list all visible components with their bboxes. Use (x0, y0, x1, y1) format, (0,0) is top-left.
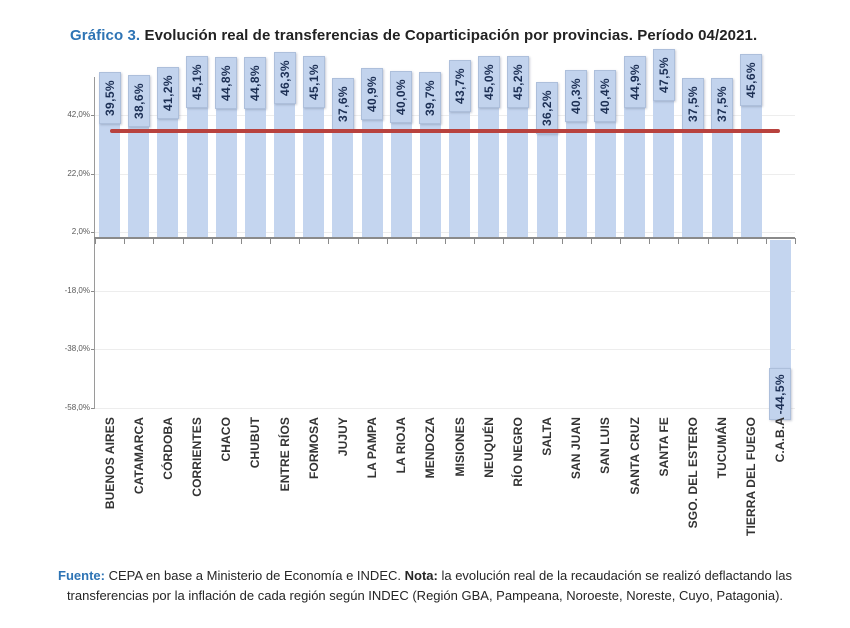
category-label-text: SAN LUIS (598, 417, 613, 474)
y-axis-label: 42,0% (67, 109, 90, 119)
x-axis-tick (678, 238, 679, 244)
x-axis-tick (299, 238, 300, 244)
bar-value-label (361, 68, 383, 120)
x-axis-tick (445, 238, 446, 244)
category-label-text: NEUQUÉN (481, 417, 496, 478)
bar-value-text: 39,7% (423, 79, 438, 116)
category-label (533, 417, 562, 567)
y-axis-label: 22,0% (67, 168, 90, 178)
category-label (445, 417, 474, 567)
category-label (183, 417, 212, 567)
bar (682, 128, 703, 238)
category-label (328, 417, 357, 567)
category-label-text: RÍO NEGRO (510, 417, 525, 487)
category-label-text: CORRIENTES (190, 417, 205, 497)
bar (99, 122, 120, 238)
bar (624, 106, 645, 238)
bar-value-text: 37,5% (685, 86, 700, 123)
x-axis-tick (620, 238, 621, 244)
bar (595, 120, 616, 238)
category-label-text: CHUBUT (248, 417, 263, 469)
category-label (299, 417, 328, 567)
bar-value-label (478, 56, 500, 108)
bar-value-text: 40,0% (394, 78, 409, 115)
bar-value-label (740, 54, 762, 106)
bar (303, 106, 324, 238)
gridline (95, 349, 795, 350)
x-axis-tick (533, 238, 534, 244)
bar-value-text: 44,8% (248, 64, 263, 101)
bar-value-label (536, 82, 558, 134)
category-label (503, 417, 532, 567)
x-axis-tick (649, 238, 650, 244)
category-label-text: FORMOSA (306, 417, 321, 480)
category-label (678, 417, 707, 567)
bar (362, 118, 383, 238)
category-label-text: MISIONES (452, 417, 467, 477)
bar (157, 117, 178, 238)
category-label-text: LA RIOJA (394, 417, 409, 474)
bar (653, 99, 674, 238)
x-axis-tick (795, 238, 796, 244)
bar-value-label (419, 72, 441, 124)
x-axis-tick (387, 238, 388, 244)
bar-value-label (653, 49, 675, 101)
bar-value-label (215, 57, 237, 109)
category-label (241, 417, 270, 567)
category-label-text: MENDOZA (423, 417, 438, 479)
category-label (387, 417, 416, 567)
bar-value-text: 43,7% (452, 67, 467, 104)
category-label-text: CATAMARCA (131, 417, 146, 495)
x-axis-tick (474, 238, 475, 244)
x-axis-tick (95, 238, 96, 244)
category-label (358, 417, 387, 567)
category-label (474, 417, 503, 567)
bar-value-text: 45,1% (306, 63, 321, 100)
x-axis-tick (241, 238, 242, 244)
bar-value-text: 40,4% (598, 77, 613, 114)
chart-footnote (18, 566, 832, 605)
note-text: la evolución real de la recaudación se realizó deflactando las transferencias por la inflación de cada región según INDEC (Región GBA, Pampeana, Noroeste, Noreste, Cuyo, Patagonia). (66, 568, 792, 603)
reference-line (110, 129, 781, 133)
y-axis-label: 2,0% (71, 227, 90, 237)
bar (478, 106, 499, 238)
bar-value-label (449, 60, 471, 112)
category-label-text: SANTA CRUZ (627, 417, 642, 495)
bar-value-text: 40,3% (569, 77, 584, 114)
bar-value-label (682, 78, 704, 130)
bar (245, 107, 266, 238)
bar (507, 106, 528, 238)
category-label-text: SGO. DEL ESTERO (685, 417, 700, 529)
bar (712, 128, 733, 238)
source-label: Fuente: (58, 568, 105, 583)
source-text: CEPA en base a Ministerio de Economía e INDEC. (108, 568, 401, 583)
bar-value-label (303, 56, 325, 108)
chart-title-prefix: Gráfico 3. (70, 27, 141, 44)
bar-value-label (507, 56, 529, 108)
bar-value-text: 44,8% (219, 64, 234, 101)
bar-value-text: 45,1% (190, 63, 205, 100)
bar-value-label (769, 368, 791, 420)
category-label-text: C.A.B.A (773, 417, 788, 463)
category-label-text: BUENOS AIRES (102, 417, 117, 510)
gridline (95, 291, 795, 292)
bar (770, 240, 791, 368)
bar-value-text: -44,5% (773, 374, 788, 415)
category-label (416, 417, 445, 567)
category-label (124, 417, 153, 567)
bar (420, 122, 441, 238)
category-label (649, 417, 678, 567)
bar-value-label (390, 71, 412, 123)
category-label-text: JUJUY (335, 417, 350, 457)
category-label-text: SAN JUAN (569, 417, 584, 480)
bar (216, 107, 237, 238)
bar (332, 128, 353, 238)
bar-value-label (244, 57, 266, 109)
bar (274, 102, 295, 238)
bar-value-text: 37,6% (335, 85, 350, 122)
x-axis-tick (416, 238, 417, 244)
bar-value-text: 45,6% (744, 62, 759, 99)
bar (187, 106, 208, 238)
x-axis-tick (591, 238, 592, 244)
bar-value-label (128, 75, 150, 127)
bar-value-text: 38,6% (131, 82, 146, 119)
category-label-text: TIERRA DEL FUEGO (744, 417, 759, 536)
bar-value-label (565, 70, 587, 122)
gridline (95, 408, 795, 409)
bar-value-text: 37,5% (715, 86, 730, 123)
bar-value-text: 46,3% (277, 60, 292, 97)
bar-value-text: 45,0% (481, 64, 496, 101)
bar-value-text: 36,2% (540, 89, 555, 126)
x-axis-tick (358, 238, 359, 244)
bar (128, 125, 149, 238)
x-axis-tick (766, 238, 767, 244)
bar-value-text: 47,5% (656, 56, 671, 93)
category-label (737, 417, 766, 567)
bar-value-label (99, 72, 121, 124)
x-axis-tick (737, 238, 738, 244)
x-axis-tick (124, 238, 125, 244)
category-label-text: CÓRDOBA (160, 417, 175, 480)
note-label: Nota: (404, 568, 438, 583)
category-label-text: SALTA (540, 417, 555, 456)
x-axis-tick (183, 238, 184, 244)
category-label (591, 417, 620, 567)
bar-value-label (711, 78, 733, 130)
bar (537, 132, 558, 238)
category-label (620, 417, 649, 567)
x-axis-tick (153, 238, 154, 244)
x-axis-tick (270, 238, 271, 244)
category-label (708, 417, 737, 567)
x-axis-tick (562, 238, 563, 244)
category-label (95, 417, 124, 567)
category-label (562, 417, 591, 567)
category-label-text: LA PAMPA (365, 417, 380, 479)
bar-value-text: 45,2% (510, 63, 525, 100)
y-axis-label: -38,0% (64, 344, 90, 354)
bar-value-label (624, 56, 646, 108)
y-axis-label: -18,0% (64, 285, 90, 295)
bar-value-label (332, 78, 354, 130)
bar (391, 121, 412, 238)
category-label-text: TUCUMÁN (715, 417, 730, 479)
bar-value-text: 40,9% (365, 76, 380, 113)
category-label-text: ENTRE RÍOS (277, 417, 292, 492)
category-label (766, 417, 795, 567)
chart-title-text: Evolución real de transferencias de Coparticipación por provincias. Período 04/2021. (144, 27, 758, 44)
bar (566, 120, 587, 238)
category-label (212, 417, 241, 567)
bar (741, 104, 762, 238)
category-label-text: CHACO (219, 417, 234, 462)
bar-value-label (594, 70, 616, 122)
category-label (153, 417, 182, 567)
x-axis-tick (328, 238, 329, 244)
bar-value-label (157, 67, 179, 119)
category-label (270, 417, 299, 567)
bar-value-text: 39,5% (102, 80, 117, 117)
bar-value-label (186, 56, 208, 108)
bar-value-text: 44,9% (627, 64, 642, 101)
x-axis-tick (212, 238, 213, 244)
category-label-text: SANTA FE (656, 417, 671, 477)
bar-value-text: 41,2% (160, 75, 175, 112)
x-axis-tick (708, 238, 709, 244)
y-axis-label: -58,0% (64, 402, 90, 412)
x-axis-tick (503, 238, 504, 244)
bar-value-label (274, 52, 296, 104)
